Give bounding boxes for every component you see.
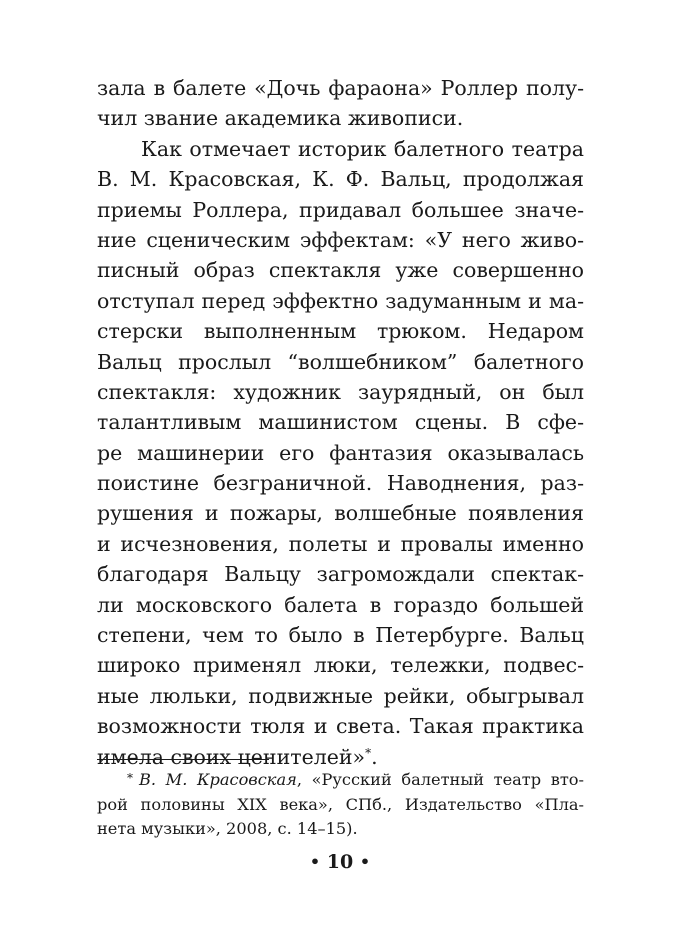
text-line: ные люльки, подвижные рейки, обыгрывал bbox=[97, 683, 584, 708]
text-line: талантливым машинистом сцены. В сфе- bbox=[97, 410, 584, 435]
text-line: и исчезновения, полеты и провалы именно bbox=[97, 531, 584, 556]
footnote-line: рой половины XIX века», СПб., Издательство «Пла- bbox=[97, 794, 584, 814]
text-line: стерски выполненным трюком. Недаром bbox=[97, 319, 584, 344]
text-line: ли московского балета в гораздо большей bbox=[97, 592, 584, 617]
footnote-marker: * bbox=[127, 771, 133, 785]
text-line: возможности тюля и света. Такая практика bbox=[97, 714, 584, 739]
footnote-author: В. М. Красовская bbox=[139, 770, 297, 789]
main-text bbox=[97, 73, 584, 772]
text-line: отступал перед эффектно задуманным и ма- bbox=[97, 288, 584, 313]
text-line: В. М. Красовская, К. Ф. Вальц, продолжая bbox=[97, 167, 584, 192]
text-line: приемы Роллера, придавал большее значе- bbox=[97, 197, 584, 222]
footnote-divider bbox=[97, 759, 269, 760]
text-line-last: имела своих ценителей»*. bbox=[97, 744, 378, 769]
text-line: поистине безграничной. Наводнения, раз- bbox=[97, 471, 584, 496]
text-line: имела своих ценителей» bbox=[97, 744, 366, 769]
text-line: широко применял люки, тележки, подвес- bbox=[97, 653, 584, 678]
footnote-line: нета музыки», 2008, с. 14–15). bbox=[97, 819, 358, 838]
text-line: Как отмечает историк балетного театра bbox=[141, 136, 584, 161]
page-number-value: 10 bbox=[326, 851, 354, 873]
page-number bbox=[0, 851, 680, 873]
bullet-icon: • bbox=[309, 852, 321, 871]
text-line: ние сценическим эффектам: «У него живо- bbox=[97, 227, 584, 252]
text-line: Вальц прослыл “волшебником” балетного bbox=[97, 349, 584, 374]
text-line: чил звание академика живописи. bbox=[97, 106, 464, 131]
text-line: рушения и пожары, волшебные появления bbox=[97, 501, 584, 526]
text-line: писный образ спектакля уже совершенно bbox=[97, 258, 584, 283]
footnote bbox=[97, 768, 584, 842]
text-line: ре машинерии его фантазия оказывалась bbox=[97, 440, 584, 465]
text-line: благодаря Вальцу загромождали спектак- bbox=[97, 562, 584, 587]
bullet-icon: • bbox=[359, 852, 371, 871]
text-line: зала в балете «Дочь фараона» Роллер полу- bbox=[97, 76, 584, 100]
text-line: степени, чем то было в Петербурге. Вальц bbox=[97, 623, 584, 648]
footnote-line bbox=[97, 768, 584, 793]
footnote-reference[interactable]: * bbox=[365, 745, 372, 760]
footnote-title: , «Русский балетный театр вто- bbox=[296, 770, 584, 789]
text-line: спектакля: художник заурядный, он был bbox=[97, 379, 584, 404]
